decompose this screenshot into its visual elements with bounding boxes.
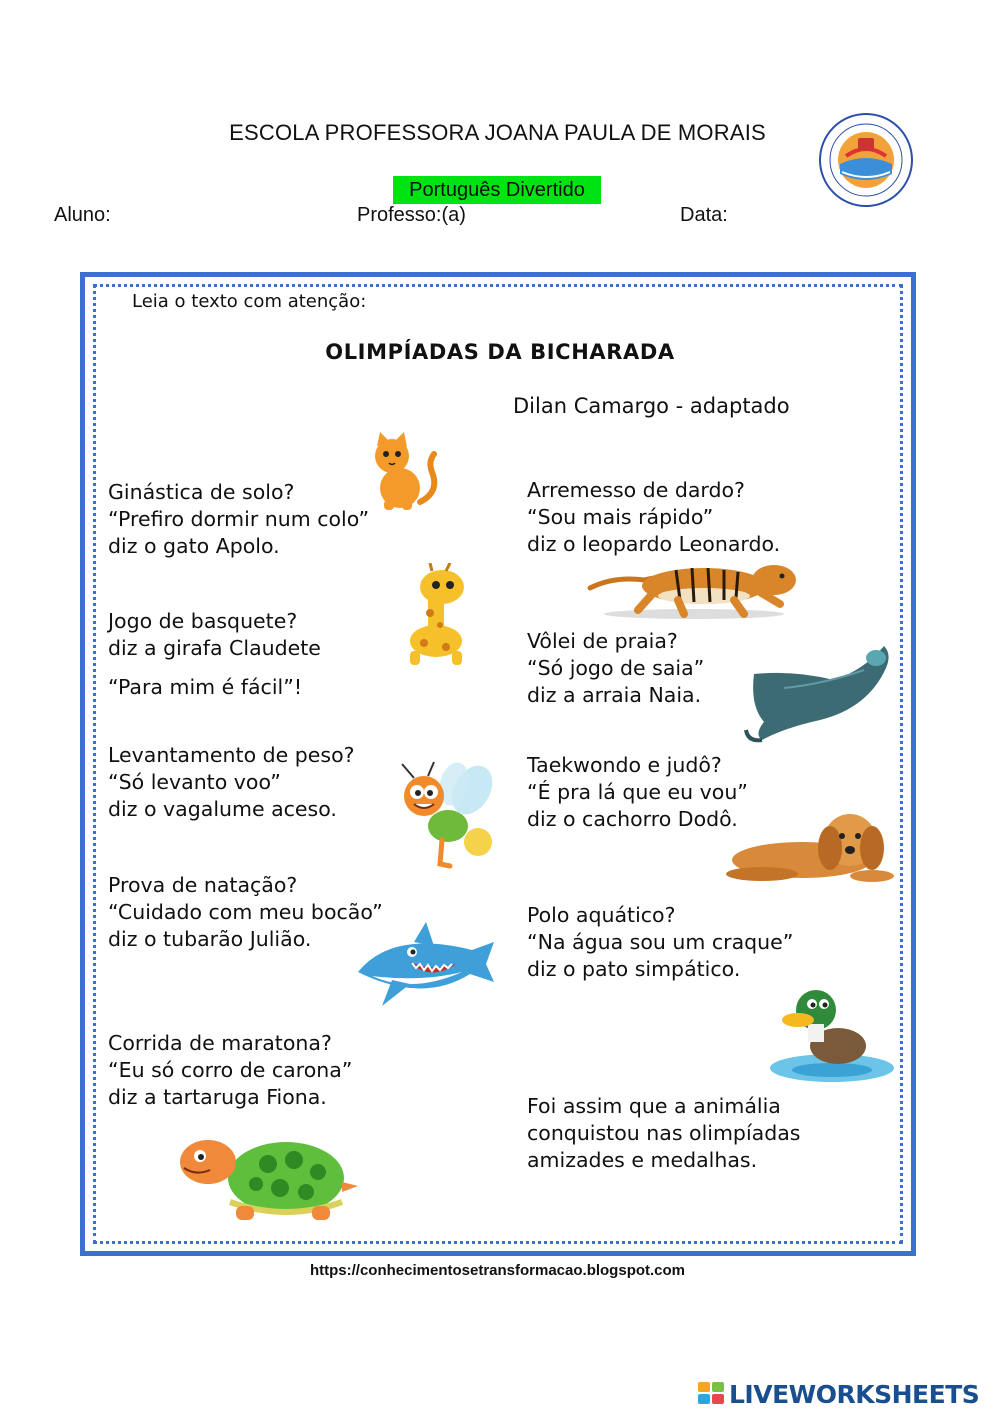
subject-title: Português Divertido	[393, 176, 601, 204]
stanza-line: “Prefiro dormir num colo”	[108, 507, 370, 531]
stanza-dog	[527, 752, 748, 833]
stanza-line: diz o tubarão Julião.	[108, 927, 312, 951]
stanza-line: “Cuidado com meu bocão”	[108, 900, 383, 924]
stanza-line: diz o vagalume aceso.	[108, 797, 337, 821]
stanza-leopard	[527, 477, 780, 558]
tiger-icon	[584, 556, 804, 620]
stanza-line: Foi assim que a animália	[527, 1094, 781, 1118]
firefly-icon	[384, 760, 508, 872]
brand-name: LIVEWORKSHEETS	[729, 1379, 980, 1409]
stingray-icon	[744, 640, 894, 744]
stanza-firefly	[108, 742, 355, 823]
puppy-icon	[722, 810, 902, 884]
stanza-cat	[108, 479, 369, 560]
stanza-line: diz a arraia Naia.	[527, 683, 702, 707]
school-name: ESCOLA PROFESSORA JOANA PAULA DE MORAIS	[229, 120, 766, 145]
stanza-line: diz o leopardo Leonardo.	[527, 532, 781, 556]
turtle-icon	[172, 1126, 360, 1222]
stanza-line: “Sou mais rápido”	[527, 505, 714, 529]
liveworksheets-logo-icon	[698, 1382, 726, 1406]
stanza-line: “Na água sou um craque”	[527, 930, 794, 954]
date-label: Data:	[680, 204, 728, 226]
stanza-line: diz o gato Apolo.	[108, 534, 280, 558]
stanza-line: Arremesso de dardo?	[527, 478, 745, 502]
stanza-turtle	[108, 1030, 352, 1111]
stanza-giraffe	[108, 608, 321, 701]
stanza-line: amizades e medalhas.	[527, 1148, 758, 1172]
stanza-line: “Só levanto voo”	[108, 770, 281, 794]
teacher-label: Professo:(a)	[357, 204, 466, 226]
stanza-line: conquistou nas olimpíadas	[527, 1121, 801, 1145]
instruction-text: Leia o texto com atenção:	[132, 291, 367, 312]
poem-title: OLIMPÍADAS DA BICHARADA	[325, 340, 675, 364]
stanza-line: Jogo de basquete?	[108, 609, 298, 633]
stanza-line: Ginástica de solo?	[108, 480, 295, 504]
stanza-line: “É pra lá que eu vou”	[527, 780, 748, 804]
poem-author: Dilan Camargo - adaptado	[513, 394, 790, 418]
duck-icon	[768, 976, 896, 1084]
stanza-line: diz a girafa Claudete	[108, 636, 321, 660]
stanza-line: Levantamento de peso?	[108, 743, 355, 767]
stanza-line: “Para mim é fácil”!	[108, 675, 303, 699]
stanza-line: Polo aquático?	[527, 903, 676, 927]
stanza-line: Taekwondo e judô?	[527, 753, 722, 777]
stanza-shark	[108, 872, 383, 953]
stanza-stingray	[527, 628, 704, 709]
stanza-duck	[527, 902, 793, 983]
cat-icon	[362, 432, 444, 512]
student-label: Aluno:	[54, 204, 111, 226]
stanza-line: Prova de natação?	[108, 873, 298, 897]
stanza-line: Corrida de maratona?	[108, 1031, 332, 1055]
school-seal-logo	[818, 112, 914, 208]
stanza-line: “Eu só corro de carona”	[108, 1058, 353, 1082]
giraffe-icon	[400, 563, 474, 666]
stanza-line: “Só jogo de saia”	[527, 656, 705, 680]
stanza-line: Vôlei de praia?	[527, 629, 678, 653]
shark-icon	[352, 920, 498, 1008]
stanza-conclusion	[527, 1093, 800, 1174]
stanza-line: diz a tartaruga Fiona.	[108, 1085, 327, 1109]
liveworksheets-brand[interactable]	[698, 1378, 979, 1410]
source-url[interactable]: https://conhecimentosetransformacao.blogspot.com	[309, 1262, 686, 1279]
stanza-line: diz o pato simpático.	[527, 957, 741, 981]
stanza-line: diz o cachorro Dodô.	[527, 807, 738, 831]
